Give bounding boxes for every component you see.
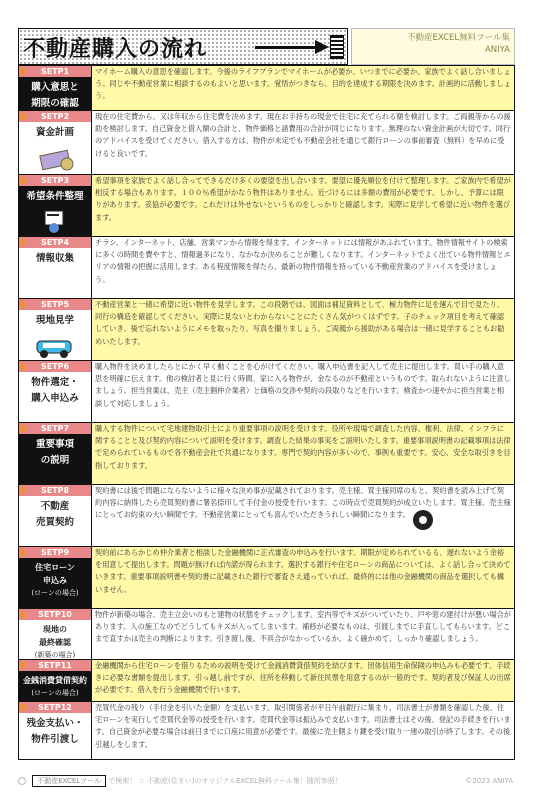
step-description: 現在の住宅費から、又は年収から住宅費を決めます。現在お手持ちの現金で住宅に充てられる額を検討します。ご両親等からの援助を検討します。自己資金と借入額の合計と、物件価格と諸費用の合計が同じになります。無理のない資金計画が大切です。同行のアドバイスを受けてください。借入する方は、物件が未定でも不動産会社を通じて銀行ローンの事前審査（無料）を早めに受けると良いです。	[92, 111, 514, 174]
step-row	[19, 110, 514, 174]
money-icon	[37, 149, 77, 175]
badge-marker-icon	[21, 425, 25, 432]
step-title-line: 申込み	[43, 576, 67, 585]
step-number: SETP5	[40, 300, 70, 309]
step-badge	[19, 361, 91, 372]
step-label-cell	[19, 237, 92, 298]
badge-marker-icon	[21, 239, 25, 246]
step-number: SETP1	[40, 67, 70, 76]
step-badge	[19, 66, 91, 77]
title-box	[18, 28, 348, 65]
step-title-line: (ローンの場合)	[31, 589, 79, 597]
step-description: マイホーム購入の意思を確認します。今後のライフプランでマイホームが必要か、いつまでに必要か、家族でよく話し合いましょう。同じや不動産営業に相談するのもよいと思います。覚悟がつきなら、目的を達成する期限を決めます。計画的に活動しましょう。	[92, 66, 514, 110]
step-title	[19, 122, 91, 141]
step-label-cell	[19, 702, 92, 759]
step-label-cell	[19, 361, 92, 422]
step-number: SETP3	[40, 176, 70, 185]
step-number: SETP4	[40, 238, 70, 247]
step-description: 不動産営業と一緒に希望に近い物件を見学します。この段階では、図面は補足資料として、極力物件に足を運んで目で見たり、同行の構造を確認してください。実際に見ないとわからないことにたくさん気がつくはずです。子のチェック項目を考えて確認していき、後で忘れないようにメモを取ったり、写真を撮りましょう。ご両親から援助がある場合は一緒に見学することもお勧めいたします。	[92, 299, 514, 360]
search-suffix: で検索！	[108, 777, 137, 785]
step-title	[19, 248, 91, 267]
step-badge	[19, 660, 91, 671]
step-row	[19, 174, 514, 236]
step-title-line: 購入申込み	[31, 393, 79, 404]
step-row	[19, 298, 514, 360]
steps-table	[18, 65, 515, 760]
step-title	[19, 372, 91, 407]
badge-marker-icon	[21, 301, 25, 308]
badge-marker-icon	[21, 487, 25, 494]
step-title-line: 資金計画	[35, 127, 74, 138]
step-description: 購入物件を決めましたらとにかく早く動くことを心がけてください。購入申込書を記入して売主に提出します。買い手の購入意思を明確に伝えます。他の検討者と見に行く時間、家に入る物件が、金なるのが不動産というものです。取られないように注意しましょう。担当営業は、売主（売主側仲介業者）と価格の交渉や契約の段取りなどを行います。検査かつ速やかに担当営業と相談して対応しましょう。	[92, 361, 514, 422]
step-label-cell	[19, 299, 92, 360]
step-title-line: 購入意思と	[31, 82, 79, 93]
tool-credit	[351, 28, 515, 65]
step-title	[19, 713, 91, 748]
step-number: SETP6	[40, 362, 70, 371]
arrow-head-icon	[315, 40, 329, 54]
step-badge	[19, 299, 91, 310]
step-row	[19, 360, 514, 422]
step-title	[19, 77, 91, 112]
step-title	[19, 558, 91, 600]
step-row	[19, 659, 514, 701]
step-description: 購入する物件について宅地建物取引士により重要事項の説明を受けます。役所や現場で調査した内容、権利、法律、インフラに関することと及び契約内容について説明を受けます。調査した結果の事実をご説明いたします。重要事項説明書の記載事項は法律で定められているもので各不動産会社で共通になります。専門で契約内容が多いので、事例も重要です。安心、安全な取引きを目指しております。	[92, 423, 514, 484]
footer-description: 不動産(住まい)のオリジナルEXCEL無料ツール集！随所参照！	[147, 777, 342, 785]
step-badge	[19, 423, 91, 434]
step-title-line: 売買契約	[35, 517, 74, 528]
step-row	[19, 65, 514, 110]
step-number: SETP12	[38, 703, 72, 712]
step-title-line: 希望条件整理	[26, 191, 84, 202]
step-badge	[19, 609, 91, 620]
step-title-line: 期限の確認	[31, 98, 79, 109]
step-description: 契約前にあらかじめ仲介業者と相談した金融機関に正式審査の申込みを行います。期限が定められているる、遅れないよう余裕を用意して提出します。問題が無ければ内諾が得られます。選択する銀行や住宅ローンの商品については、よく話し合って決めていきます。重要事項説明書や契約書に記載された銀行で審査さえ通っていれば、最終的には他の金融機関の商品を選択しても構いません。	[92, 547, 514, 608]
step-title-line: 最終確認	[39, 638, 71, 647]
badge-marker-icon	[21, 113, 25, 120]
step-description: 売買代金の残り（手付金を引いた金額）を支払います。取引関係者が平日午前銀行に集まり、司法書士が書類を確認した後、住宅ローンを実行して売買代金等の授受を行います。売買代金等は振込みで支払います。司法書士はその後、登記の手続きを行います。自己資金が必要な場合は前日までに口座に用意が必要です。最後に売主側より鍵を受け取り一連の取引が終了します。その後引越しをします。	[92, 702, 514, 759]
flow-sheet	[18, 28, 515, 760]
step-number: SETP11	[38, 661, 72, 670]
step-label-cell	[19, 485, 92, 546]
arrow-line-icon	[255, 46, 323, 49]
step-row	[19, 546, 514, 608]
step-label-cell	[19, 547, 92, 608]
building-icon	[330, 35, 344, 59]
step-row	[19, 484, 514, 546]
footer: 不動産EXCELツール で検索！ ☆ 不動産(住まい)のオリジナルEXCEL無料ツール集！随所参照！ ©2023 ANIYA	[18, 772, 515, 790]
tool-author: ANIYA	[484, 45, 510, 55]
step-label-cell	[19, 175, 92, 236]
step-title-line: 金銭消費貸借契約	[23, 676, 87, 685]
search-icon	[18, 777, 26, 785]
page-title: 不動産購入の流れ	[23, 37, 208, 62]
step-number: SETP9	[40, 548, 70, 557]
step-badge	[19, 175, 91, 186]
phone-icon	[412, 507, 434, 537]
step-label-cell	[19, 423, 92, 484]
step-row	[19, 701, 514, 759]
step-label-cell	[19, 609, 92, 659]
step-title-line: 物件引渡し	[31, 734, 79, 745]
step-label-cell	[19, 111, 92, 174]
step-badge	[19, 111, 91, 122]
badge-marker-icon	[21, 68, 25, 75]
step-title-line: 現地の	[43, 625, 67, 634]
step-row	[19, 422, 514, 484]
search-keyword-box[interactable]: 不動産EXCELツール	[32, 775, 106, 787]
step-description: チラシ、インターネット、店舗、営業マンから情報を得ます。インターネットには情報があふれています。物件情報サイトの検索に多くの時間を費やすと、情報過多になり、なかなか決めることが難しくなります。インターネットでよく出ている物件情報とエリアの情報の把握に活用します。ある程度情報を得たら、最新の物件情報を持っている不動産営業のアドバイスを受けましょう。	[92, 237, 514, 298]
step-title-line: (ローンの場合)	[31, 689, 79, 697]
step-description: 希望事項を家族でよく話し合ってできるだけ多くの要望を出し合います。要望に優先順位を付けて整理します。ご家族内で希望が相反する場合もあります。１００％希望がかなう物件はありません。近づけるには多額の費用が必要です。しかし、予算には限りがあります。妥協が必要です。これだけは外せないというものをしっかりと確認します。実際に見学して希望に近い物件を選びます。	[92, 175, 514, 236]
step-title	[19, 671, 91, 700]
step-title	[19, 310, 91, 329]
step-description: 物件が新築の場合、売主立会いのもと建物の状態をチェックします。室内等でキズがついていたり、戸や窓の建付けが悪い場合があります。人の施工なのでどうしてもキズが入ってしまいます。補修が必要なものは、引渡しまでに手直ししてもらいます。どこまで直すかは売主の判断によります。引き渡し後、不具合がなかっているか、よく確かめて、しっかり確認しましょう。	[92, 609, 514, 659]
step-number: SETP8	[40, 486, 70, 495]
step-badge	[19, 547, 91, 558]
step-title-line: 情報収集	[35, 253, 74, 264]
step-title-line: 不動産	[40, 501, 70, 512]
step-description: 金融機関から住宅ローンを借りるための説明を受けて金銭消費貸借契約を結びます。団体信用生命保険の申込みも必要です。手続きに必要な書類を提出します。引っ越し前ですが、住所を移動して新住民票を用意するのが一般的です。契約者及び保証人の出席が必要です。借入を行う金融機関で行います。	[92, 660, 514, 701]
step-number: SETP10	[38, 610, 72, 619]
step-title-line: 残金支払い・	[26, 718, 84, 729]
step-row	[19, 236, 514, 298]
step-label-cell	[19, 66, 92, 110]
badge-marker-icon	[21, 177, 25, 184]
step-title-line: 現地見学	[35, 315, 74, 326]
copyright: ©2023 ANIYA	[465, 777, 513, 785]
step-title	[19, 186, 91, 205]
step-badge	[19, 237, 91, 248]
car-icon	[33, 335, 79, 363]
badge-marker-icon	[21, 611, 25, 618]
step-description: 契約書には後で問題にならないように様々な決め事が記載されております。売主様、買主様同席のもと、契約書を読み上げて契約内容に納得したら売買契約書に署名捺印して手付金の授受を行います。この時点で売買契約が成立いたします。買主様、売主様にとってお約束の大い瞬間です。不動産営業にとっても喜んでいただきうれしい瞬間になります。	[92, 485, 514, 546]
badge-marker-icon	[21, 662, 25, 669]
step-number: SETP2	[40, 112, 70, 121]
tool-name: 不動産EXCEL無料ツール集	[407, 33, 510, 43]
badge-marker-icon	[21, 549, 25, 556]
badge-marker-icon	[21, 704, 25, 711]
step-title	[19, 620, 91, 662]
step-title-line: 物件選定・	[31, 377, 79, 388]
step-badge	[19, 485, 91, 496]
step-title-line: (新築の場合)	[34, 651, 76, 659]
person-planning-icon	[41, 209, 71, 237]
badge-marker-icon	[21, 363, 25, 370]
step-title-line: 重要事項	[35, 439, 74, 450]
step-title-line: の説明	[40, 455, 70, 466]
step-title	[19, 434, 91, 469]
step-label-cell	[19, 660, 92, 701]
step-row	[19, 608, 514, 659]
step-number: SETP7	[40, 424, 70, 433]
step-badge	[19, 702, 91, 713]
step-title	[19, 496, 91, 531]
step-title-line: 住宅ローン	[35, 563, 75, 572]
header	[18, 28, 515, 65]
